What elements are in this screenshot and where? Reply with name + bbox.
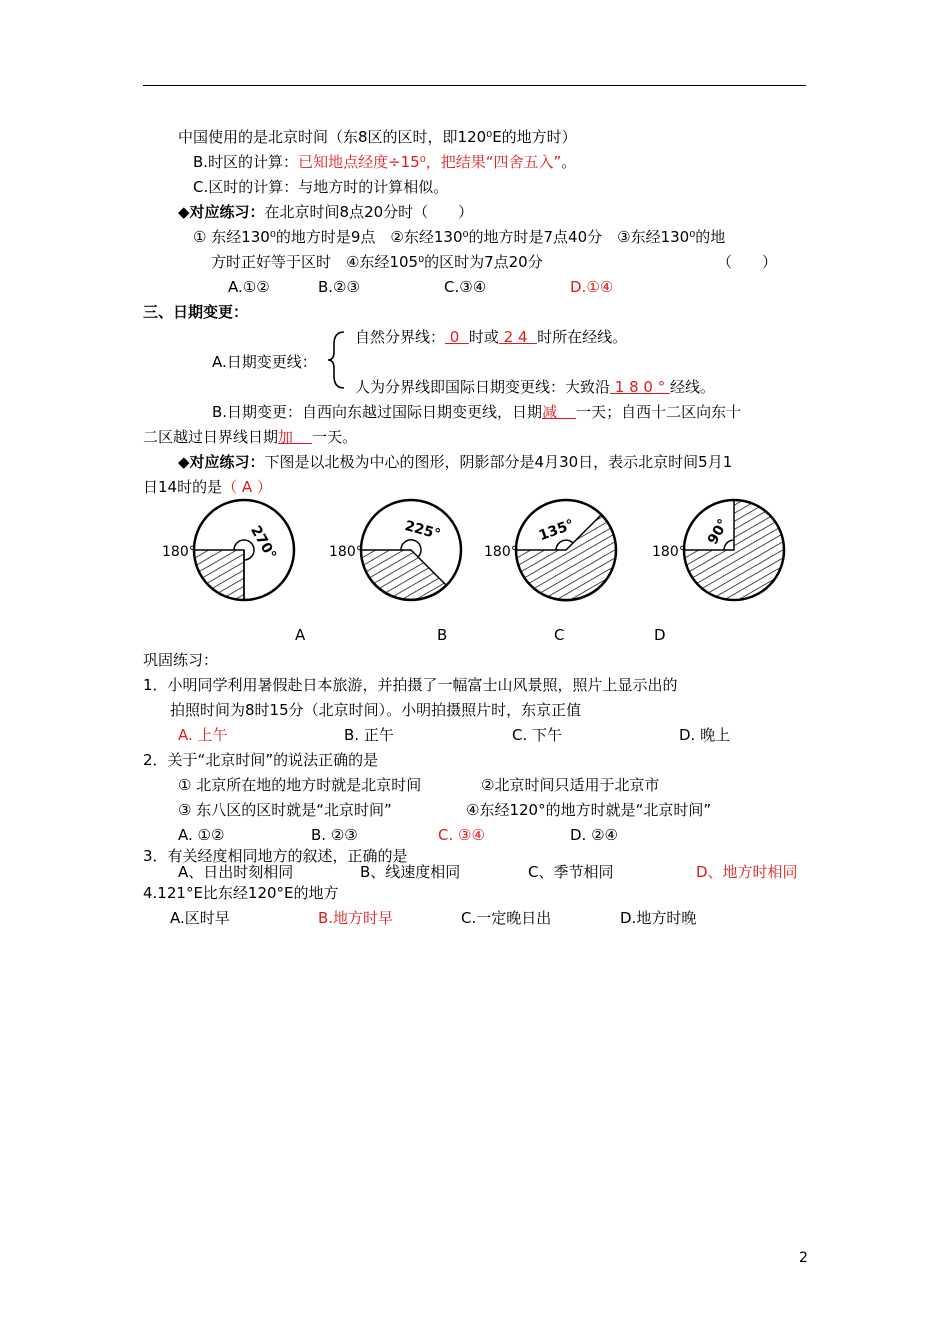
- practice1-option-d: D.①④: [570, 278, 614, 296]
- figure-b-180-label: 180°: [329, 544, 363, 560]
- q3-option-d: D、地方时相同: [696, 863, 798, 881]
- figure-d-option-label: D: [654, 626, 666, 644]
- practice1-items-line1: ① 东经130⁰的地方时是9点 ②东经130⁰的地方时是7点40分 ③东经130⁰的地: [193, 228, 726, 246]
- date-change-line2: 二区越过日界线日期加 一天。: [143, 428, 358, 446]
- figure-c-option-label: C: [554, 626, 565, 644]
- figure-a-angle-label: 270°: [247, 523, 280, 563]
- section3-title: 三、日期变更：: [143, 303, 249, 321]
- q1-line2: 拍照时间为8时15分（北京时间）。小明拍摄照片时，东京正值: [170, 701, 582, 719]
- q3-option-c: C、季节相同: [528, 863, 614, 881]
- figure-c-angle-label: 135°: [536, 516, 577, 545]
- figure-c-180-label: 180°: [484, 544, 518, 560]
- figure-a-180-label: 180°: [162, 544, 196, 560]
- header-rule: [143, 85, 806, 86]
- q2-option-b: B. ②③: [311, 826, 358, 844]
- practice1-answer-paren: （ ）: [717, 253, 778, 271]
- practice1-option-b: B.②③: [318, 278, 360, 296]
- q4-option-d: D.地方时晚: [620, 909, 697, 927]
- practice2-question: ◆对应练习：下图是以北极为中心的图形，阴影部分是4月30日，表示北京时间5月1: [178, 453, 733, 471]
- q4-option-a: A.区时早: [170, 909, 230, 927]
- q4-option-c: C.一定晚日出: [461, 909, 552, 927]
- figure-b-angle-label: 225°: [402, 518, 443, 543]
- q1-option-c: C. 下午: [512, 726, 563, 744]
- human-boundary-line: 人为分界线即国际日期变更线：大致沿 1 8 0 ° 经线。: [355, 378, 716, 396]
- consolidation-title: 巩固练习：: [143, 651, 219, 669]
- q2-option-a: A. ①②: [178, 826, 225, 844]
- q4-line1: 4.121°E比东经120°E的地方: [143, 884, 339, 902]
- line-beijing-time: 中国使用的是北京时间（东8区的区时，即120⁰E的地方时）: [178, 128, 577, 146]
- q3-line1: 3．有关经度相同地方的叙述，正确的是: [143, 847, 408, 865]
- figure-b-option-label: B: [437, 626, 448, 644]
- practice1-items-line2: 方时正好等于区时 ④东经105⁰的区时为7点20分: [211, 253, 543, 271]
- q1-line1: 1．小明同学利用暑假赴日本旅游，并拍摄了一幅富士山风景照，照片上显示出的: [143, 676, 678, 694]
- q2-item3: ③ 东八区的区时就是“北京时间”: [178, 801, 392, 819]
- dateline-label: A.日期变更线：: [212, 353, 317, 371]
- q4-option-b: B.地方时早: [318, 909, 394, 927]
- q1-option-b: B. 正午: [344, 726, 394, 744]
- practice1-option-a: A.①②: [228, 278, 270, 296]
- q2-option-d: D. ②④: [570, 826, 618, 844]
- q1-option-a: A. 上午: [178, 726, 228, 744]
- practice2-question-line2: 日14时的是（ A ）: [143, 478, 272, 496]
- q2-item1: ① 北京所在地的地方时就是北京时间: [178, 776, 422, 794]
- page-number: 2: [799, 1250, 808, 1266]
- q2-item4: ④东经120°的地方时就是“北京时间”: [466, 801, 712, 819]
- date-change-line1: B.日期变更：自西向东越过国际日期变更线，日期减 一天；自西十二区向东十: [212, 403, 742, 421]
- natural-boundary-line: 自然分界线： 0 时或 2 4 时所在经线。: [355, 328, 628, 346]
- brace-icon: [326, 330, 348, 390]
- q1-option-d: D. 晚上: [679, 726, 731, 744]
- line-timezone-calc: B.时区的计算：已知地点经度÷15⁰，把结果“四舍五入”。: [193, 153, 577, 171]
- q2-line1: 2．关于“北京时间”的说法正确的是: [143, 751, 379, 769]
- q3-option-b: B、线速度相同: [360, 863, 461, 881]
- figure-c-diagram: [480, 498, 625, 608]
- practice1-question: ◆对应练习：在北京时间8点20分时（ ）: [178, 203, 474, 221]
- figure-d-angle-label: 90°: [704, 516, 732, 548]
- figure-d-diagram: [648, 498, 793, 608]
- q2-option-c: C. ③④: [438, 826, 485, 844]
- figure-b-shaded-sector: [361, 550, 446, 599]
- q2-item2: ②北京时间只适用于北京市: [481, 776, 660, 794]
- figure-d-180-label: 180°: [652, 544, 686, 560]
- figure-a-diagram: [158, 498, 303, 608]
- q3-option-a: A、日出时刻相同: [178, 863, 294, 881]
- figure-a-option-label: A: [295, 626, 306, 644]
- line-zone-time-calc: C.区时的计算：与地方时的计算相似。: [193, 178, 449, 196]
- figure-b-diagram: [325, 498, 470, 608]
- practice1-option-c: C.③④: [444, 278, 487, 296]
